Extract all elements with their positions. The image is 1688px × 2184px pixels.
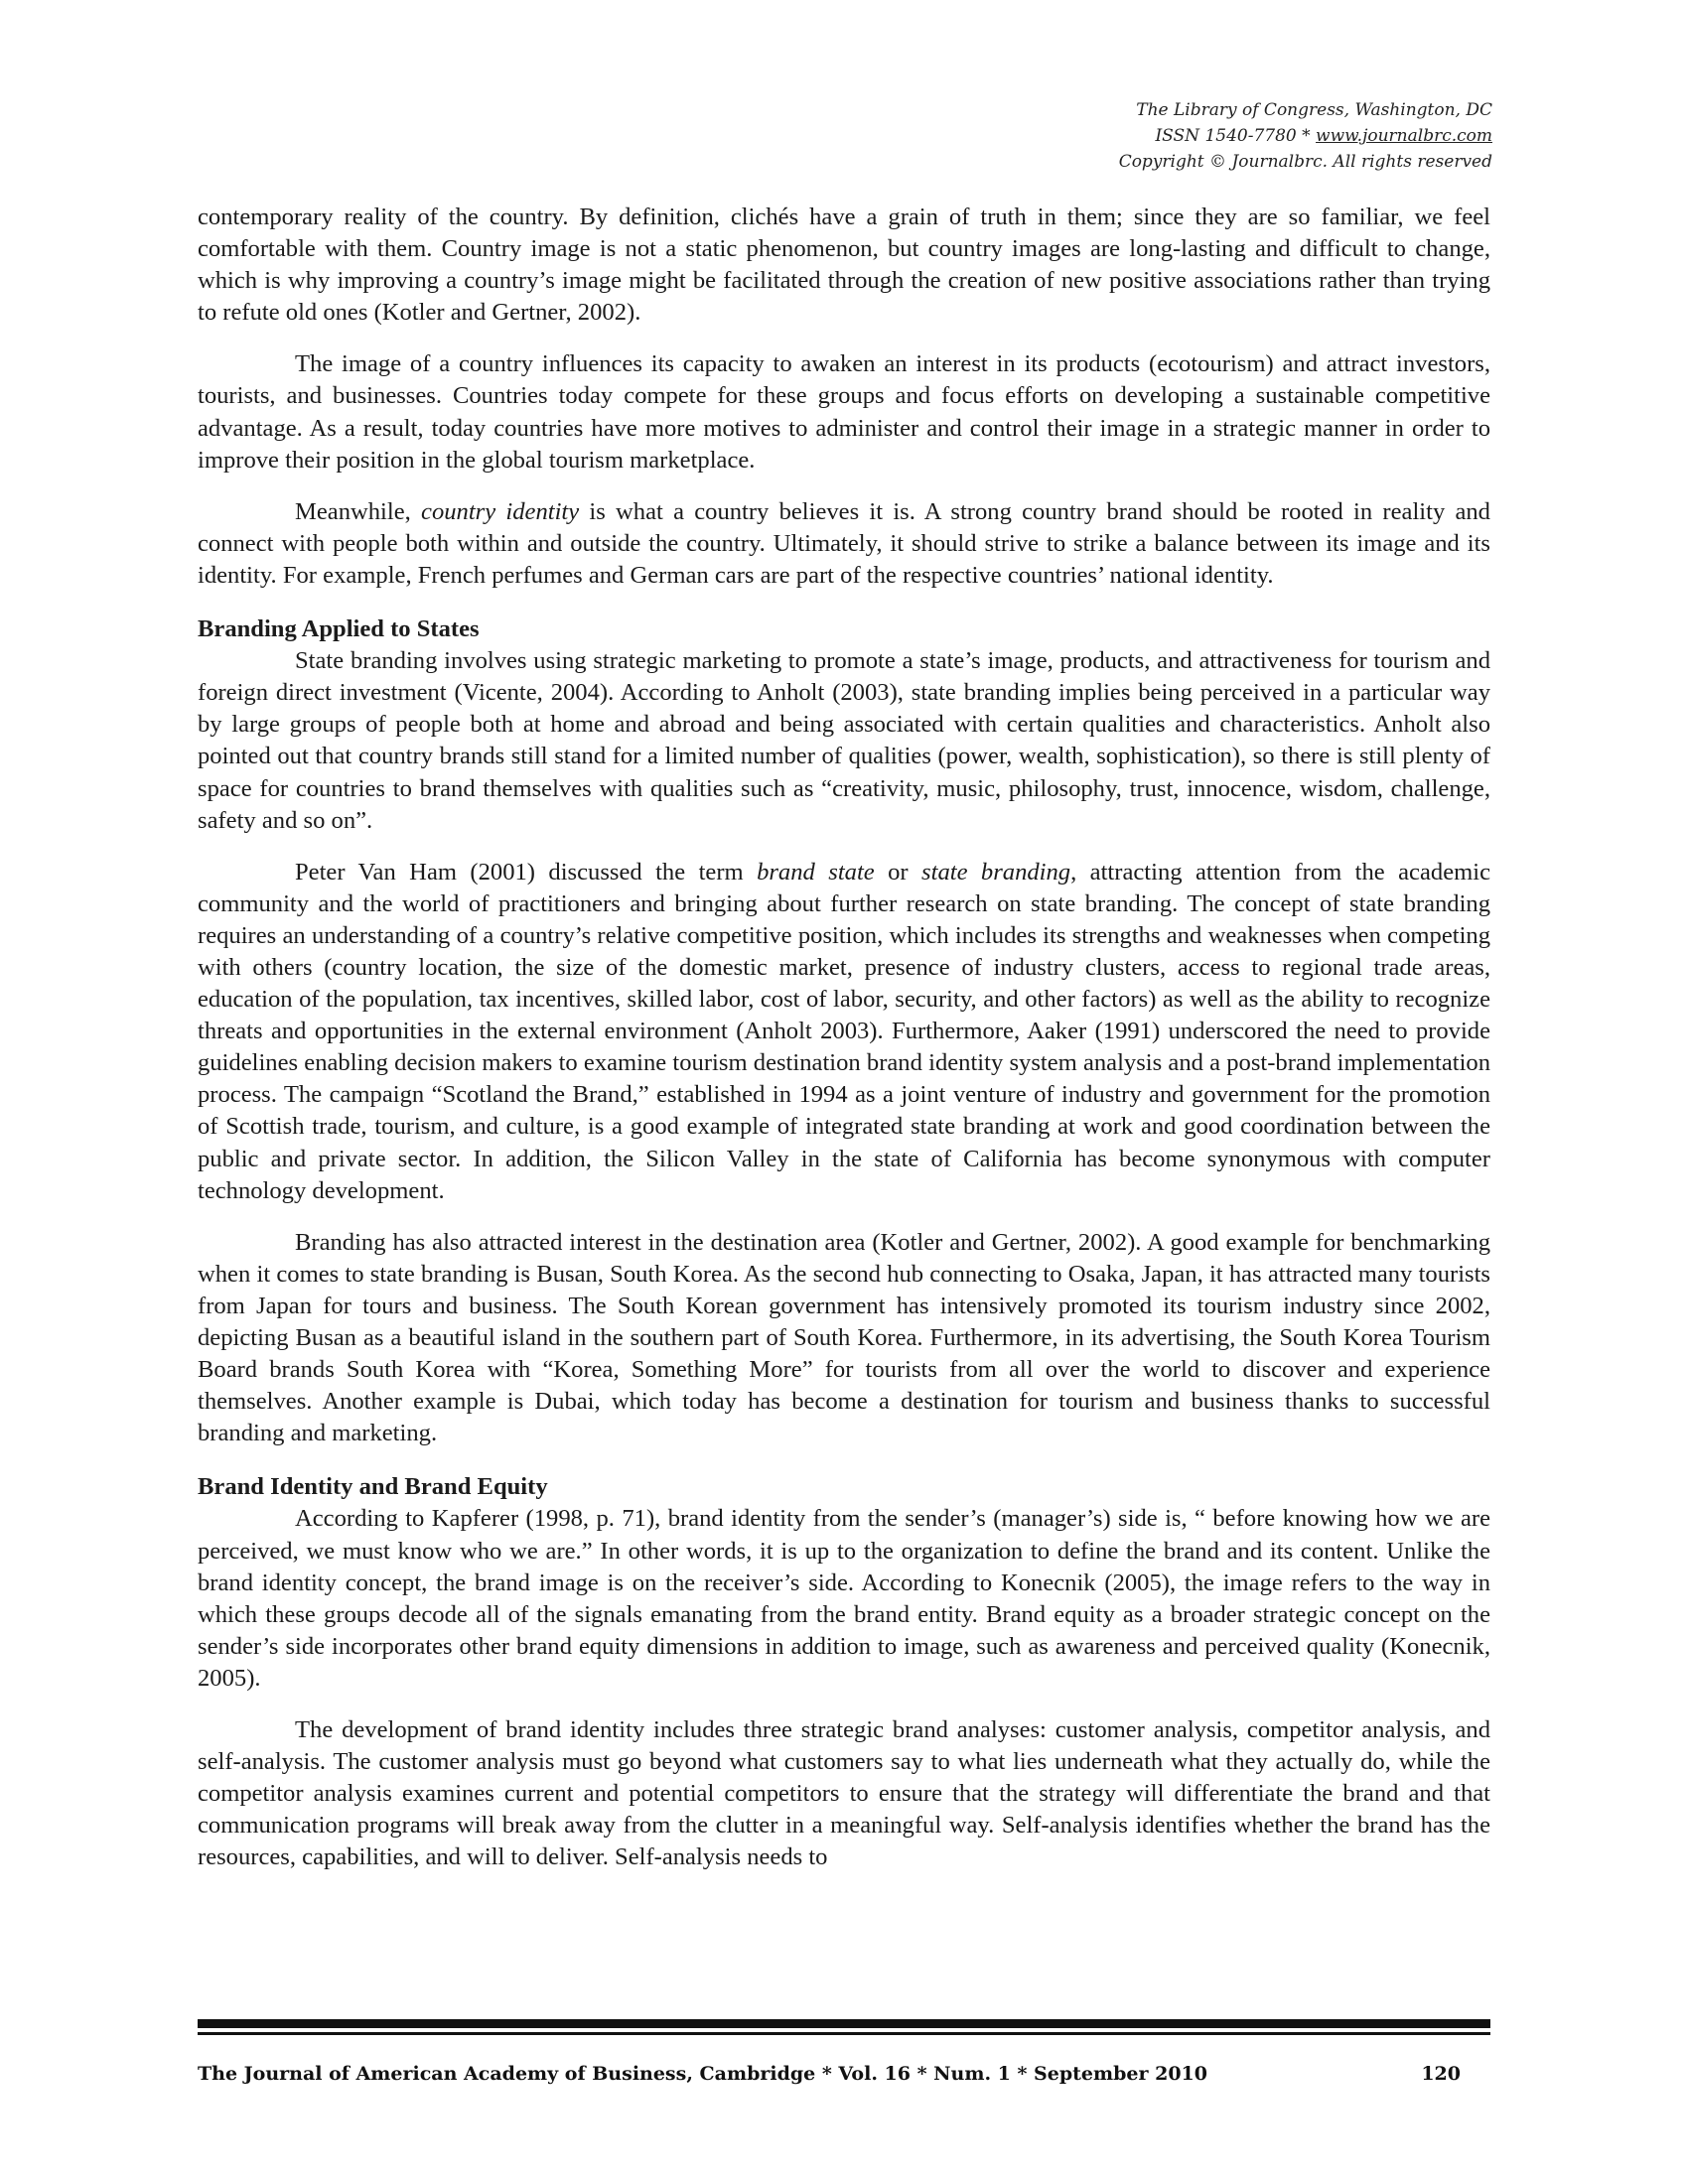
footer-journal-citation: The Journal of American Academy of Business, Cambridge * Vol. 16 * Num. 1 * September 2010 bbox=[198, 2063, 1208, 2085]
italic-term: brand state bbox=[757, 858, 875, 886]
paragraph-continued: contemporary reality of the country. By definition, clichés have a grain of truth in them; since they are so familiar, we feel comfortable with them. Country image is not a static phenomenon, but country images are long-lasting and difficult to change, which is why improving a country’s image might be facilitated through the creation of new positive associations rather than trying to refute old ones (Kotler and Gertner, 2002). bbox=[198, 204, 1490, 327]
header-issn-line bbox=[1119, 123, 1492, 149]
italic-term: country identity bbox=[421, 497, 580, 525]
paragraph-brand-analyses: The development of brand identity includes three strategic brand analyses: customer analysis, competitor analysis, and self-analysis. The customer analysis must go beyond what customers say to what lies underneath what they actually do, while the competitor analysis examines current and potential competitors to ensure that the strategy will differentiate the brand and that communication programs will break away from the clutter in a meaningful way. Self-analysis identifies whether the brand has the resources, capabilities, and will to deliver. Self-analysis needs to bbox=[198, 1716, 1490, 1871]
header-website-link[interactable]: www.journalbrc.com bbox=[1316, 126, 1492, 146]
paragraph-country-identity bbox=[198, 496, 1490, 592]
footer-rule-thick bbox=[198, 2019, 1490, 2028]
text-run: Meanwhile, bbox=[295, 497, 422, 525]
text-run: Peter Van Ham (2001) discussed the term bbox=[295, 858, 758, 886]
running-footer bbox=[198, 2063, 1490, 2093]
paragraph-destination-branding: Branding has also attracted interest in the destination area (Kotler and Gertner, 2002). A good example for benchmarking when it comes to state branding is Busan, South Korea. As the second hub connecting to Osaka, Japan, it has attracted many tourists from Japan for tours and business. The South Korean government has intensively promoted its tourism industry since 2002, depicting Busan as a beautiful island in the southern part of South Korea. Furthermore, in its advertising, the South Korea Tourism Board brands South Korea with “Korea, Something More” for tourists from all over the world to discover and experience themselves. Another example is Dubai, which today has become a destination for tourism and business thanks to successful branding and marketing. bbox=[198, 1228, 1490, 1447]
footer-rule-thin bbox=[198, 2032, 1490, 2035]
header-issn: ISSN 1540-7780 * bbox=[1155, 126, 1317, 146]
text-run: or bbox=[874, 858, 922, 886]
text-run: is what a country believes it is. A strong country brand should be rooted in reality and connect with people both within and outside the country. Ultimately, it should strive to strike a balance between its image and its identity. For example, French perfumes and German cars are part of the respective countries’ national identity. bbox=[198, 497, 1490, 589]
section-heading-branding-states: Branding Applied to States bbox=[198, 615, 480, 643]
header-copyright: Copyright © Journalbrc. All rights reserved bbox=[1118, 152, 1492, 172]
article-body bbox=[198, 202, 1490, 1874]
paragraph-state-branding: State branding involves using strategic marketing to promote a state’s image, products, and attractiveness for tourism and foreign direct investment (Vicente, 2004). According to Anholt (2003), state branding implies being perceived in a particular way by large groups of people both at home and abroad and being associated with certain qualities and characteristics. Anholt also pointed out that country brands still stand for a limited number of qualities (power, wealth, sophistication), so there is still plenty of space for countries to brand themselves with qualities such as “creativity, music, philosophy, trust, innocence, wisdom, challenge, safety and so on”. bbox=[198, 647, 1490, 834]
running-header bbox=[1119, 97, 1492, 175]
paragraph-country-image: The image of a country influences its capacity to awaken an interest in its products (ecotourism) and attract investors, tourists, and businesses. Countries today compete for these groups and focus efforts on developing a sustainable competitive advantage. As a result, today countries have more motives to administer and control their image in a strategic manner in order to improve their position in the global tourism marketplace. bbox=[198, 350, 1490, 474]
header-library: The Library of Congress, Washington, DC bbox=[1136, 100, 1492, 120]
italic-term: state branding bbox=[921, 858, 1071, 886]
page-number: 120 bbox=[1421, 2063, 1461, 2085]
text-run: , attracting attention from the academic community and the world of practitioners and bringing about further research on state branding. The concept of state branding requires an understanding of a country’s relative competitive position, which includes its strengths and weaknesses when competing with others (country location, the size of the domestic market, presence of industry clusters, access to regional trade areas, education of the population, tax incentives, skilled labor, cost of labor, security, and other factors) as well as the ability to recognize threats and opportunities in the external environment (Anholt 2003). Furthermore, Aaker (1991) underscored the need to provide guidelines enabling decision makers to examine tourism destination brand identity system analysis and a post-brand implementation process. The campaign “Scotland the Brand,” established in 1994 as a joint venture of industry and government for the promotion of Scottish trade, tourism, and culture, is a good example of integrated state branding at work and good coordination between the public and private sector. In addition, the Silicon Valley in the state of California has become synonymous with computer technology development. bbox=[198, 858, 1490, 1204]
paragraph-van-ham bbox=[198, 857, 1490, 1207]
paragraph-kapferer: According to Kapferer (1998, p. 71), brand identity from the sender’s (manager’s) side is, “ before knowing how we are perceived, we must know who we are.” In other words, it is up to the organization to define the brand and its content. Unlike the brand identity concept, the brand image is on the receiver’s side. According to Konecnik (2005), the image refers to the way in which these groups decode all of the signals emanating from the brand entity. Brand equity as a broader strategic concept on the sender’s side incorporates other brand equity dimensions in addition to image, such as awareness and perceived quality (Konecnik, 2005). bbox=[198, 1505, 1490, 1692]
section-heading-brand-identity: Brand Identity and Brand Equity bbox=[198, 1473, 548, 1501]
